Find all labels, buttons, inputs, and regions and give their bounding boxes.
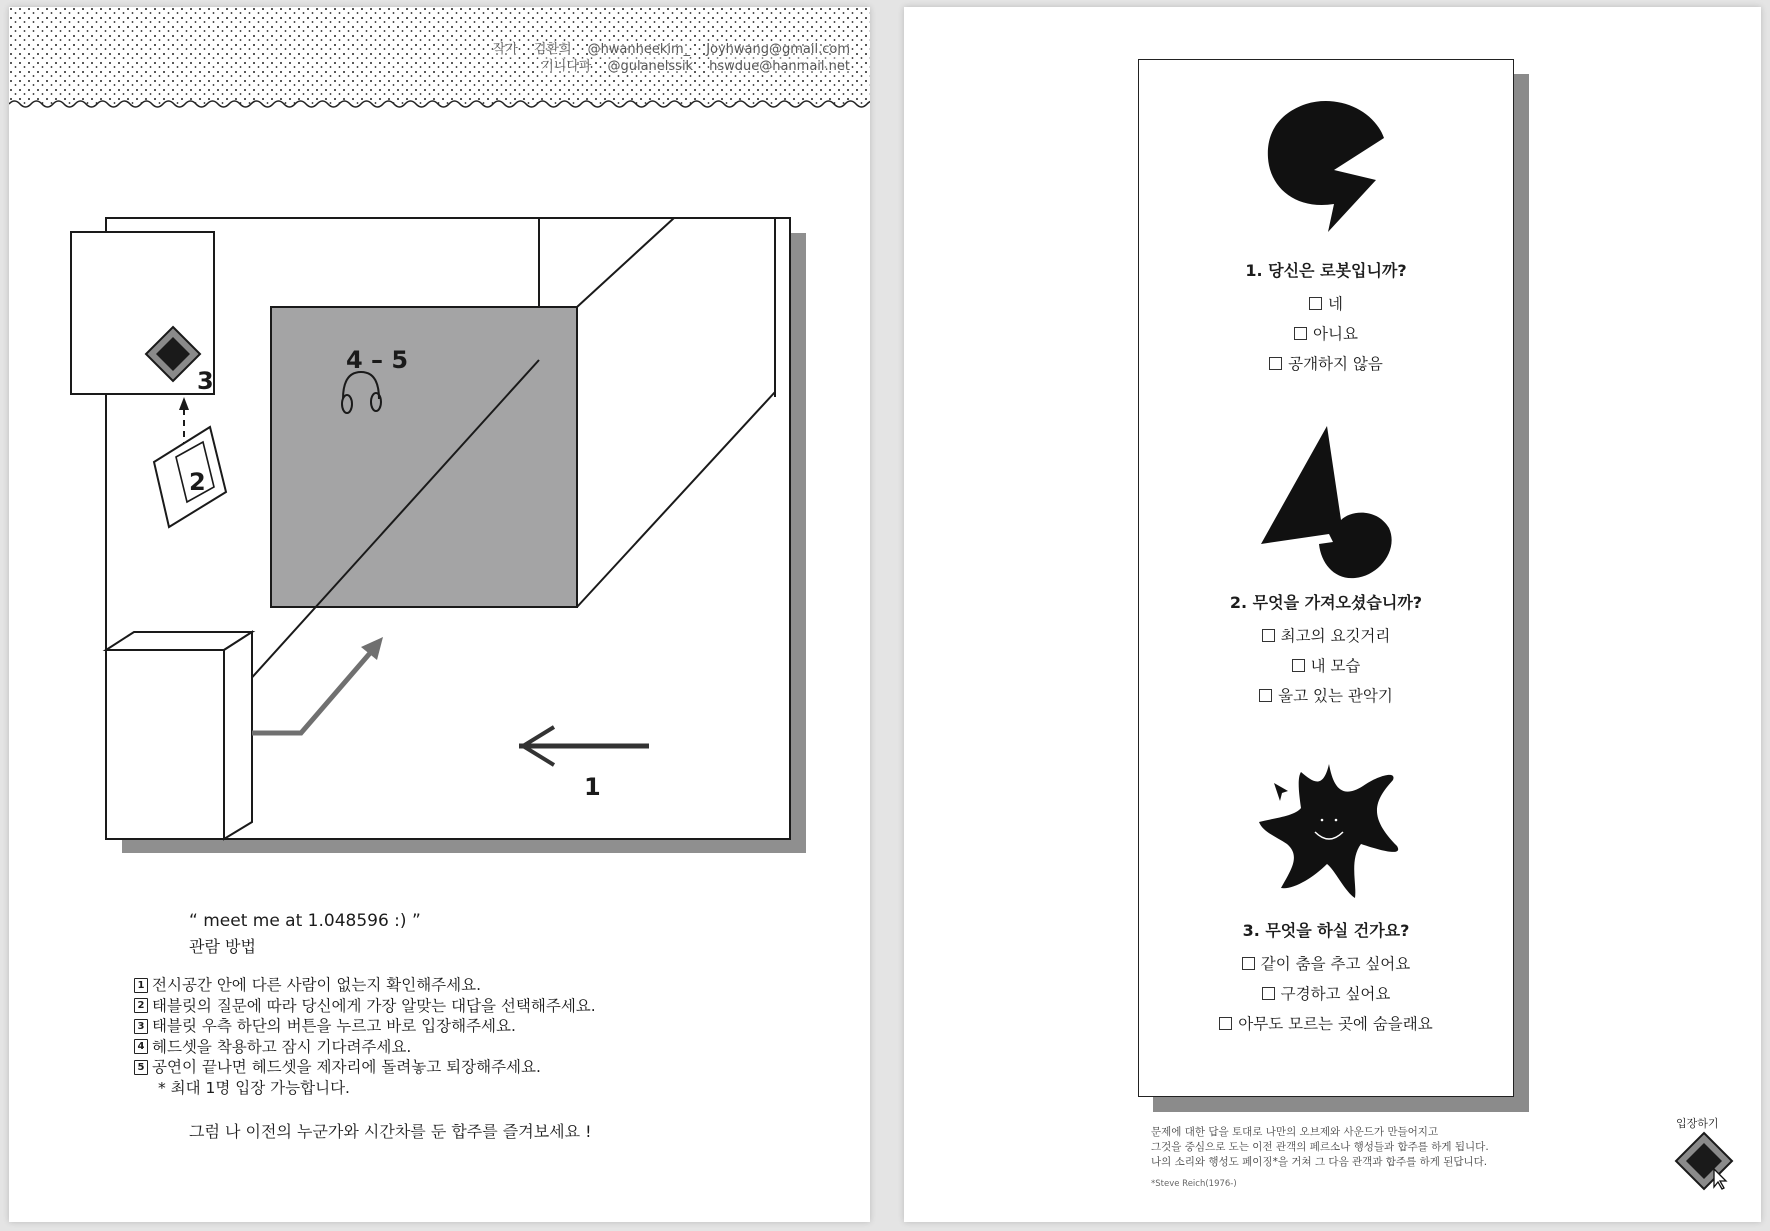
tablet-booth	[71, 232, 214, 394]
capacity-note: * 최대 1명 입장 가능합니다.	[158, 1078, 350, 1097]
answer-option[interactable]	[1139, 349, 1513, 379]
instruction-item	[134, 996, 596, 1017]
instruction-item	[134, 1016, 596, 1037]
answer-label: 구경하고 싶어요	[1280, 985, 1391, 1003]
gray-wall-panel	[271, 307, 577, 607]
checkbox[interactable]	[1262, 987, 1275, 1000]
map-label-3: 3	[197, 367, 214, 395]
instruction-list	[134, 975, 596, 1098]
question-title: 1. 당신은 로봇입니까?	[1245, 261, 1407, 280]
answer-label: 네	[1328, 295, 1343, 313]
credit-role: 작가	[492, 42, 518, 57]
description-line: 문제에 대한 답을 토대로 나만의 오브제와 사운드가 만들어지고	[1151, 1126, 1439, 1138]
checkbox[interactable]	[1294, 327, 1307, 340]
checkbox[interactable]	[1259, 689, 1272, 702]
answer-label: 아무도 모르는 곳에 숨을래요	[1238, 1015, 1433, 1033]
map-label-2: 2	[189, 468, 206, 496]
question-title: 2. 무엇을 가져오셨습니까?	[1229, 593, 1423, 612]
footnote: *Steve Reich(1976-)	[1151, 1179, 1237, 1189]
answer-label: 울고 있는 관악기	[1278, 687, 1393, 705]
instruction-text: 전시공간 안에 다른 사람이 없는지 확인해주세요.	[152, 976, 482, 994]
exhibit-title: “ meet me at 1.048596 :) ”	[189, 911, 421, 931]
instruction-text: 헤드셋을 착용하고 잠시 기다려주세요.	[152, 1037, 412, 1056]
question-2	[1139, 590, 1513, 711]
step-number-badge: 3	[134, 1019, 148, 1034]
step-number-badge: 4	[134, 1039, 148, 1054]
map-label-1: 1	[584, 773, 601, 801]
closing-message: 그럼 나 이전의 누군가와 시간차를 둔 합주를 즐겨보세요 !	[189, 1122, 592, 1141]
cabinet	[106, 632, 252, 839]
step-number-badge: 5	[134, 1060, 148, 1075]
pacman-blob-shape	[1266, 100, 1391, 235]
checkbox[interactable]	[1292, 659, 1305, 672]
answer-label: 공개하지 않음	[1288, 355, 1383, 373]
answer-option[interactable]	[1139, 979, 1513, 1009]
question-3	[1139, 918, 1513, 1039]
question-title: 3. 무엇을 하실 건가요?	[1242, 921, 1410, 940]
checkbox[interactable]	[1242, 957, 1255, 970]
answer-option[interactable]	[1139, 949, 1513, 979]
answer-option[interactable]	[1139, 621, 1513, 651]
checkbox[interactable]	[1219, 1017, 1232, 1030]
step-number-badge: 1	[134, 978, 148, 993]
checkbox[interactable]	[1309, 297, 1322, 310]
right-page	[904, 7, 1761, 1222]
step-number-badge: 2	[134, 998, 148, 1013]
description-line: 그것을 중심으로 도는 이전 관객의 페르소나 행성들과 합주를 하게 됩니다.	[1151, 1141, 1489, 1153]
answer-label: 최고의 요깃거리	[1280, 627, 1391, 645]
instruction-text: 태블릿의 질문에 따라 당신에게 가장 알맞는 대답을 선택해주세요.	[152, 996, 596, 1015]
left-page	[9, 7, 870, 1222]
instruction-text: 공연이 끝나면 헤드셋을 제자리에 돌려놓고 퇴장해주세요.	[152, 1058, 541, 1076]
credit-row-developer	[493, 58, 850, 75]
answer-option[interactable]	[1139, 289, 1513, 319]
question-card	[1138, 59, 1514, 1097]
instruction-text: 태블릿 우측 하단의 버튼을 누르고 바로 입장해주세요.	[152, 1017, 516, 1035]
answer-option[interactable]	[1139, 1009, 1513, 1039]
checkbox[interactable]	[1262, 629, 1275, 642]
credit-name: 기니다파	[541, 59, 592, 74]
question-1	[1139, 258, 1513, 379]
how-to-heading: 관람 방법	[189, 937, 256, 956]
map-label-4-5: 4 – 5	[346, 346, 409, 374]
instruction-item	[134, 975, 596, 996]
description-text	[1151, 1125, 1489, 1170]
answer-option[interactable]	[1139, 319, 1513, 349]
instruction-item	[134, 1057, 596, 1078]
credit-handle[interactable]: @hwanheekim_	[587, 42, 691, 57]
description-line: 나의 소리와 행성도 페이징*을 거쳐 그 다음 관객과 합주를 하게 된답니다.	[1151, 1156, 1488, 1168]
instruction-item	[134, 1037, 596, 1058]
credit-name: 김환희	[533, 42, 572, 57]
answer-option[interactable]	[1139, 681, 1513, 711]
floor-plan	[9, 127, 870, 907]
credit-row-artist	[493, 41, 850, 58]
cone-blob-shape	[1259, 424, 1399, 584]
answer-label: 같이 춤을 추고 싶어요	[1260, 955, 1411, 973]
cursor-arrow-icon	[1273, 782, 1291, 804]
credits	[493, 41, 850, 75]
answer-label: 내 모습	[1310, 657, 1361, 675]
checkbox[interactable]	[1269, 357, 1282, 370]
enter-button[interactable]	[1674, 1131, 1734, 1191]
enter-button-label: 입장하기	[1676, 1117, 1719, 1130]
credit-email[interactable]: hswdue@hanmail.net	[709, 59, 850, 74]
answer-label: 아니요	[1313, 325, 1358, 343]
credit-email[interactable]: Joyhwang@gmail.com	[706, 42, 850, 57]
credit-handle[interactable]: @gulanelssik	[607, 59, 694, 74]
answer-option[interactable]	[1139, 651, 1513, 681]
